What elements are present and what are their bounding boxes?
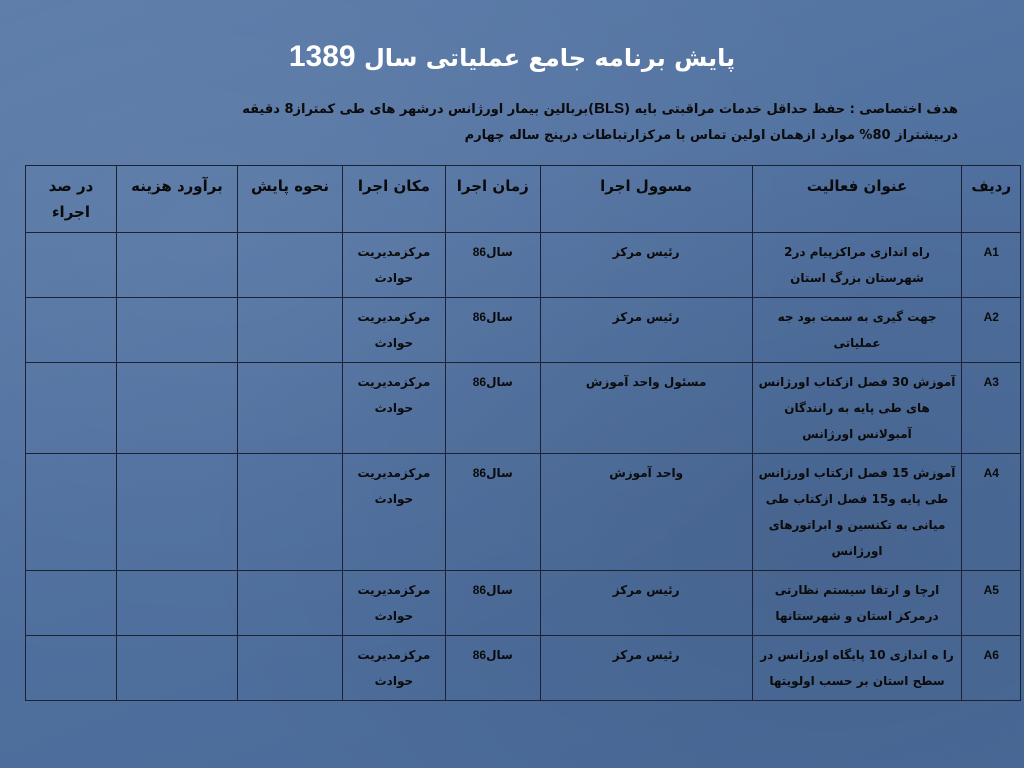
row-place: مرکزمدیریت حوادث <box>342 636 445 701</box>
row-time-year: 86 <box>472 245 487 259</box>
table-row <box>26 454 1021 571</box>
table-header-row <box>26 166 1021 233</box>
row-responsible: مسئول واحد آموزش <box>540 363 752 454</box>
row-time-year: 86 <box>472 466 487 480</box>
row-time <box>445 363 540 454</box>
row-responsible: رئیس مرکز <box>540 636 752 701</box>
row-responsible: رئیس مرکز <box>540 298 752 363</box>
row-monitoring <box>237 571 342 636</box>
row-percent <box>26 233 117 298</box>
row-time-year: 86 <box>472 583 487 597</box>
row-cost <box>116 571 237 636</box>
objective-bls: BLS <box>594 100 625 117</box>
row-time <box>445 454 540 571</box>
header-place: مکان اجرا <box>342 166 445 233</box>
header-cost: برآورد هزینه <box>116 166 237 233</box>
table-row <box>26 363 1021 454</box>
row-cost <box>116 636 237 701</box>
row-responsible: رئیس مرکز <box>540 233 752 298</box>
row-time-label: سال <box>486 648 513 662</box>
row-time-label: سال <box>486 583 513 597</box>
program-table <box>25 165 1021 701</box>
row-time <box>445 233 540 298</box>
row-id: A1 <box>962 233 1021 298</box>
row-cost <box>116 363 237 454</box>
table-row <box>26 636 1021 701</box>
header-percent: در صد اجراء <box>26 166 117 233</box>
row-cost <box>116 454 237 571</box>
row-place: مرکزمدیریت حوادث <box>342 363 445 454</box>
row-id: A5 <box>962 571 1021 636</box>
row-percent <box>26 571 117 636</box>
row-id: A4 <box>962 454 1021 571</box>
row-percent <box>26 636 117 701</box>
row-activity: آموزش 30 فصل ازکتاب اورژانس های طی پایه به رانندگان آمبولانس اورژانس <box>752 363 962 454</box>
row-activity: ارچا و ارتقا سیستم نظارتی درمرکز استان و شهرستانها <box>752 571 962 636</box>
title-text: پایش برنامه جامع عملیاتی سال <box>355 44 736 72</box>
row-time-label: سال <box>486 310 513 324</box>
row-cost <box>116 298 237 363</box>
row-time-label: سال <box>486 245 513 259</box>
row-monitoring <box>237 636 342 701</box>
row-id: A3 <box>962 363 1021 454</box>
header-activity: عنوان فعالیت <box>752 166 962 233</box>
row-activity: راه اندازی مراکزپیام در2 شهرستان بزرگ استان <box>752 233 962 298</box>
row-responsible: واحد آموزش <box>540 454 752 571</box>
row-monitoring <box>237 298 342 363</box>
row-time-year: 86 <box>472 648 487 662</box>
table-row <box>26 571 1021 636</box>
row-monitoring <box>237 454 342 571</box>
row-place: مرکزمدیریت حوادث <box>342 298 445 363</box>
row-monitoring <box>237 363 342 454</box>
row-id: A2 <box>962 298 1021 363</box>
row-percent <box>26 298 117 363</box>
row-place: مرکزمدیریت حوادث <box>342 454 445 571</box>
row-percent <box>26 363 117 454</box>
row-time <box>445 298 540 363</box>
table-row <box>26 233 1021 298</box>
row-percent <box>26 454 117 571</box>
row-id: A6 <box>962 636 1021 701</box>
table-row <box>26 298 1021 363</box>
row-place: مرکزمدیریت حوادث <box>342 571 445 636</box>
row-time-label: سال <box>486 375 513 389</box>
header-responsible: مسوول اجرا <box>540 166 752 233</box>
row-time-year: 86 <box>472 310 487 324</box>
slide-title <box>0 40 1024 74</box>
row-time <box>445 636 540 701</box>
objective-pre: هدف اختصاصی : حفظ حداقل خدمات مراقبتی بایه ( <box>624 102 958 117</box>
row-cost <box>116 233 237 298</box>
row-monitoring <box>237 233 342 298</box>
row-time <box>445 571 540 636</box>
header-id: ردیف <box>962 166 1021 233</box>
row-activity: را ه اندازی 10 پایگاه اورژانس در سطح استان بر حسب اولویتها <box>752 636 962 701</box>
row-time-year: 86 <box>472 375 487 389</box>
row-activity: آموزش 15 فصل ازکتاب اورژانس طی پایه و15 فصل ازکتاب طی میانی به تکنسین و ابراتورهای اورژانس <box>752 454 962 571</box>
row-time-label: سال <box>486 466 513 480</box>
objective-text <box>218 96 958 149</box>
row-place: مرکزمدیریت حوادث <box>342 233 445 298</box>
title-year: 1389 <box>288 40 356 73</box>
row-activity: جهت گیری به سمت بود جه عملیاتی <box>752 298 962 363</box>
header-monitoring: نحوه پایش <box>237 166 342 233</box>
objective-post: )بربالین بیمار اورژانس درشهر های طی کمتراز8 دقیقه دربیشتراز 80% موارد ازهمان اولین تماس با مرکزارتباطات درپنج ساله چهارم <box>242 102 958 143</box>
header-time: زمان اجرا <box>445 166 540 233</box>
row-responsible: رئیس مرکز <box>540 571 752 636</box>
